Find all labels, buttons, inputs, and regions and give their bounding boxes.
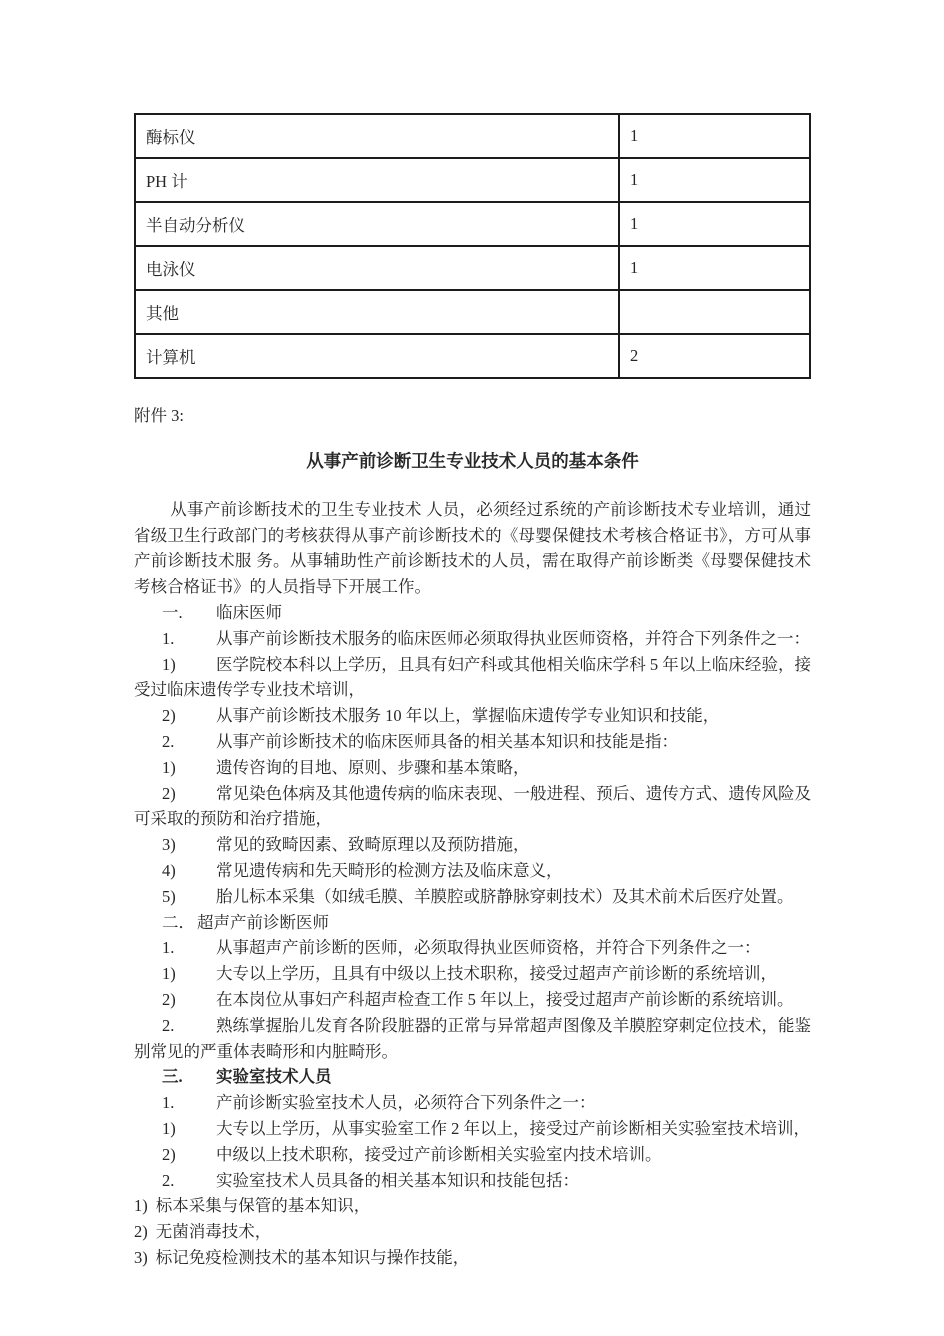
item-text: 超声产前诊断医师: [197, 912, 329, 932]
list-item: [134, 1219, 811, 1245]
item-text: 大专以上学历，从事实验室工作 2 年以上，接受过产前诊断相关实验室技术培训，: [216, 1118, 810, 1138]
item-text: 从事产前诊断技术服务的临床医师必须取得执业医师资格，并符合下列条件之一：: [216, 628, 810, 648]
list-item: [134, 1142, 811, 1168]
item-number: 1): [162, 654, 176, 674]
item-text: 在本岗位从事妇产科超声检查工作 5 年以上，接受过超声产前诊断的系统培训。: [216, 989, 794, 1009]
equipment-qty-cell: 1: [619, 114, 810, 158]
list-item: [134, 910, 811, 936]
item-number: 4): [162, 860, 176, 880]
list-item: [134, 781, 811, 833]
equipment-name-cell: 计算机: [135, 334, 619, 378]
table-row: [135, 334, 810, 378]
intro-paragraph: 从事产前诊断技术的卫生专业技术 人员，必须经过系统的产前诊断技术专业培训，通过省级卫生行政部门的考核获得从事产前诊断技术的《母婴保健技术考核合格证书》，方可从事产前诊断技术服 务。从事辅助性产前诊断技术的人员，需在取得产前诊断类《母婴保健技术考核合格证书》的人员指导下开展工作。: [134, 499, 811, 597]
list-item: [134, 987, 811, 1013]
list-item: [134, 1245, 811, 1271]
item-text: 从事产前诊断技术的临床医师具备的相关基本知识和技能是指：: [216, 731, 678, 751]
attachment-label: 附件 3:: [134, 406, 184, 425]
table-row: [135, 158, 810, 202]
item-text: 从事产前诊断技术服务 10 年以上，掌握临床遗传学专业知识和技能，: [216, 706, 720, 726]
item-text: 中级以上技术职称，接受过产前诊断相关实验室内技术培训。: [216, 1144, 662, 1164]
list-item: [134, 729, 811, 755]
item-text: 标记免疫检测技术的基本知识与操作技能，: [155, 1247, 470, 1267]
item-number: 一.: [162, 602, 183, 622]
item-text: 从事超声产前诊断的医师，必须取得执业医师资格，并符合下列条件之一：: [216, 938, 761, 958]
equipment-qty-cell: 1: [619, 158, 810, 202]
equipment-name-cell: 电泳仪: [135, 246, 619, 290]
table-row: [135, 114, 810, 158]
list-item: [134, 935, 811, 961]
equipment-qty-cell: 1: [619, 202, 810, 246]
equipment-name-cell: 半自动分析仪: [135, 202, 619, 246]
item-number: 1.: [162, 1093, 175, 1113]
item-number: 3): [134, 1247, 148, 1267]
item-text: 常见的致畸因素、致畸原理以及预防措施，: [216, 835, 530, 855]
equipment-table: [134, 113, 811, 379]
item-number: 1): [162, 1118, 176, 1138]
item-number: 2): [134, 1222, 148, 1242]
item-number: 1): [162, 964, 176, 984]
list-item: [134, 703, 811, 729]
item-number: 2.: [162, 731, 175, 751]
list-item: [134, 1168, 811, 1194]
equipment-table-body: [135, 114, 810, 378]
equipment-qty-cell: 1: [619, 246, 810, 290]
page-content: [134, 113, 811, 1271]
item-text: 实验室技术人员具备的相关基本知识和技能包括：: [216, 1170, 579, 1190]
item-text: 标本采集与保管的基本知识，: [155, 1196, 371, 1216]
list-item: [134, 1090, 811, 1116]
item-number: 1): [162, 757, 176, 777]
item-number: 2.: [162, 1015, 175, 1035]
item-number: 3): [162, 835, 176, 855]
list-item: [134, 961, 811, 987]
item-number: 2.: [162, 1170, 175, 1190]
item-text: 临床医师: [216, 602, 282, 622]
equipment-qty-cell: [619, 290, 810, 334]
item-number: 2): [162, 1144, 176, 1164]
page-title: 从事产前诊断卫生专业技术人员的基本条件: [306, 450, 639, 471]
item-number: 1): [134, 1196, 148, 1216]
item-number: 二．: [162, 912, 195, 932]
item-text: 实验室技术人员: [216, 1067, 332, 1087]
item-number: 2): [162, 706, 176, 726]
item-text: 常见染色体病及其他遗传病的临床表现、一般进程、预后、遗传方式、遗传风险及可采取的预防和治疗措施，: [134, 783, 811, 829]
list-item: [134, 652, 811, 704]
item-text: 大专以上学历，且具有中级以上技术职称，接受过超声产前诊断的系统培训，: [216, 964, 777, 984]
equipment-qty-cell: 2: [619, 334, 810, 378]
list-item: [134, 600, 811, 626]
item-number: 5): [162, 886, 176, 906]
item-text: 产前诊断实验室技术人员，必须符合下列条件之一：: [216, 1093, 596, 1113]
table-row: [135, 202, 810, 246]
item-text: 无菌消毒技术，: [155, 1222, 272, 1242]
item-text: 常见遗传病和先天畸形的检测方法及临床意义，: [216, 860, 563, 880]
item-text: 胎儿标本采集（如绒毛膜、羊膜腔或脐静脉穿刺技术）及其术前术后医疗处置。: [216, 886, 794, 906]
list-item: [134, 884, 811, 910]
list-item: [134, 1064, 811, 1090]
list-item: [134, 1116, 811, 1142]
item-number: 三.: [162, 1067, 183, 1087]
table-row: [135, 290, 810, 334]
items-container: [134, 600, 811, 1271]
list-item: [134, 858, 811, 884]
equipment-name-cell: 酶标仪: [135, 114, 619, 158]
item-number: 1.: [162, 938, 175, 958]
list-item: [134, 1013, 811, 1065]
list-item: [134, 755, 811, 781]
equipment-name-cell: PH 计: [135, 158, 619, 202]
item-text: 熟练掌握胎儿发育各阶段脏器的正常与异常超声图像及羊膜腔穿刺定位技术，能鉴别常见的严重体表畸形和内脏畸形。: [134, 1015, 811, 1061]
item-number: 2): [162, 783, 176, 803]
document-body: [134, 497, 811, 1271]
list-item: [134, 626, 811, 652]
table-row: [135, 246, 810, 290]
item-number: 1.: [162, 628, 175, 648]
equipment-name-cell: 其他: [135, 290, 619, 334]
item-number: 2): [162, 989, 176, 1009]
item-text: 医学院校本科以上学历，且具有妇产科或其他相关临床学科 5 年以上临床经验，接受过临床遗传学专业技术培训，: [134, 654, 811, 700]
list-item: [134, 1193, 811, 1219]
list-item: [134, 832, 811, 858]
item-text: 遗传咨询的目地、原则、步骤和基本策略，: [216, 757, 530, 777]
